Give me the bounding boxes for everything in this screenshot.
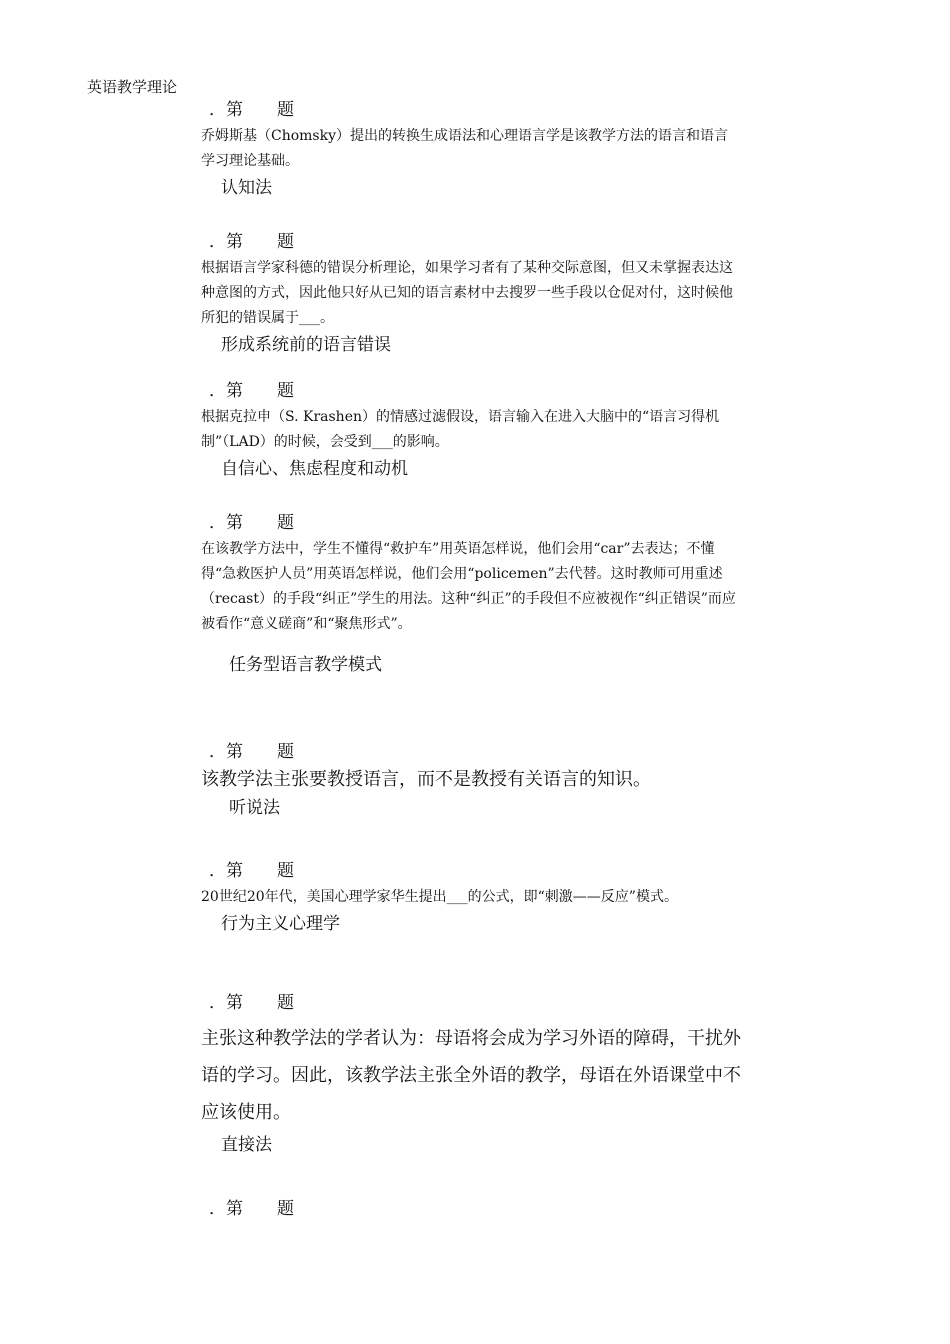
question-3	[201, 380, 741, 481]
question-4	[201, 512, 741, 677]
question-6	[201, 860, 741, 936]
question-label: ．第 题	[209, 232, 294, 252]
question-label: ．第 题	[209, 381, 294, 401]
question-answer: 形成系统前的语言错误	[221, 335, 391, 355]
question-answer: 自信心、焦虑程度和动机	[221, 459, 408, 479]
question-label: ．第 题	[209, 100, 294, 120]
question-answer: 听说法	[229, 798, 280, 818]
question-text: 主张这种教学法的学者认为：母语将会成为学习外语的障碍，干扰外语的学习。因此，该教学法主张全外语的教学，母语在外语课堂中不应该使用。	[201, 1028, 741, 1123]
question-answer: 任务型语言教学模式	[229, 655, 382, 675]
question-text: 在该教学方法中，学生不懂得“救护车”用英语怎样说，他们会用“car”去表达；不懂得“急救医护人员”用英语怎样说，他们会用“policemen”去代替。这时教师可用重述（recast）的手段“纠正”学生的用法。这种“纠正”的手段但不应被视作“纠正错误”而应被看作“意义磋商”和“聚焦形式”。	[201, 541, 736, 632]
document-title: 英语教学理论	[87, 78, 178, 96]
question-text: 乔姆斯基（Chomsky）提出的转换生成语法和心理语言学是该教学方法的语言和语言学习理论基础。	[201, 128, 729, 169]
question-label: ．第 题	[209, 861, 294, 881]
question-text: 根据克拉申（S. Krashen）的情感过滤假设，语言输入在进入大脑中的“语言习得机制”（LAD）的时候，会受到___的影响。	[201, 409, 720, 450]
question-answer: 直接法	[221, 1135, 272, 1155]
question-7	[201, 992, 741, 1157]
question-label: ．第 题	[209, 1199, 294, 1219]
question-5	[201, 741, 741, 820]
question-text: 20世纪20年代，美国心理学家华生提出___的公式，即“刺激——反应”模式。	[201, 889, 678, 905]
question-8	[201, 1198, 741, 1220]
question-answer: 认知法	[221, 178, 272, 198]
question-label: ．第 题	[209, 993, 294, 1013]
question-answer: 行为主义心理学	[221, 914, 340, 934]
question-label: ．第 题	[209, 742, 294, 762]
question-1	[201, 99, 741, 200]
question-label: ．第 题	[209, 513, 294, 533]
question-text: 根据语言学家科德的错误分析理论，如果学习者有了某种交际意图，但又未掌握表达这种意图的方式，因此他只好从已知的语言素材中去搜罗一些手段以仓促对付，这时候他所犯的错误属于___。	[201, 260, 733, 326]
question-2	[201, 231, 741, 357]
question-text: 该教学法主张要教授语言，而不是教授有关语言的知识。	[201, 769, 651, 790]
